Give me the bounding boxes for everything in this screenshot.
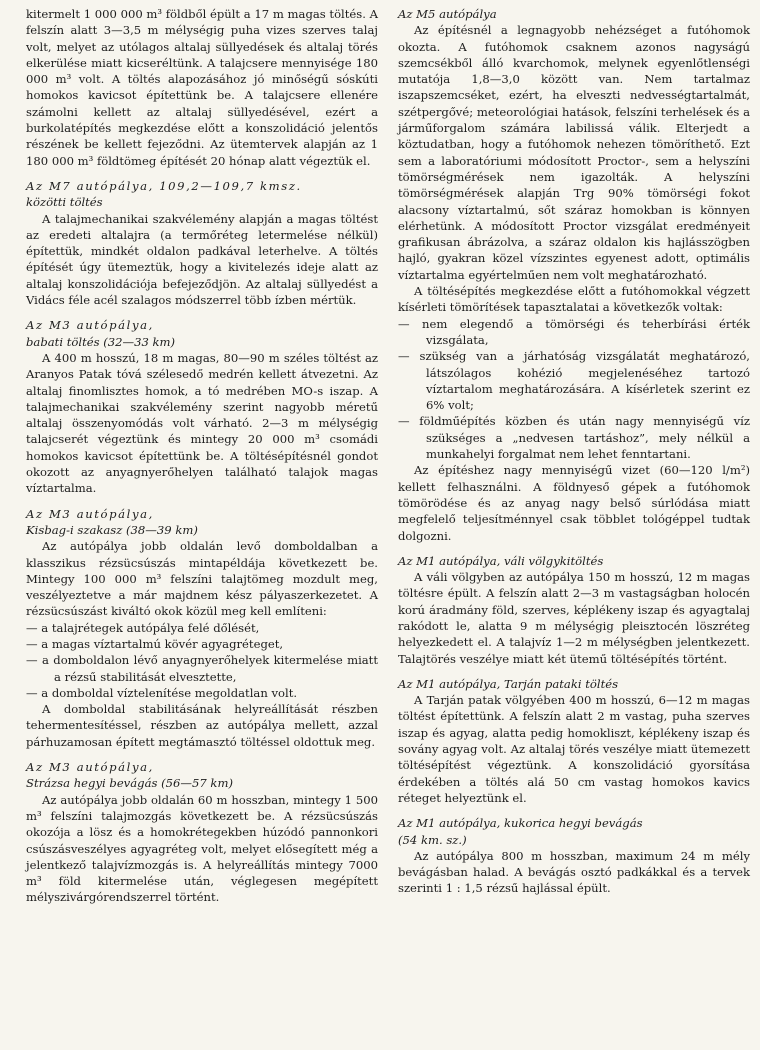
section-heading-m3-babat	[26, 317, 378, 350]
paragraph: A töltésépítés megkezdése előtt a futóhomokkal végzett kísérleti tömörítések tapasztalatai a következők voltak:	[398, 284, 750, 315]
paragraph: Az autópálya jobb oldalán 60 m hosszban, mintegy 1 500 m³ felszíni talajmozgás következett be. A rézsücsúszás okozója a lösz és a homokrétegekben húzódó pannonkori csúszásveszélyes agyagréteg volt, melyet elősegített még a jelentkező talajvízmozgás is. A helyreállítás mintegy 7000 m³ föld kitermelése után, véglegesen megépített mélyszivárgórendszerrel történt.	[26, 792, 378, 905]
section-heading-m3-strazsa	[26, 759, 378, 792]
paragraph: A váli völgyben az autópálya 150 m hosszú, 12 m magas töltésre épült. A felszín alatt 2—3 m vastagságban holocén korú áradmány föld, szerves, képlékeny iszap és agyagtalaj rakódott le, alatta 9 m mélységig pleisztocén löszréteg helyezkedett el. A talajvíz 1—2 m mélységben jelentkezett. Talajtörés veszélye miatt két ütemű töltésépítés történt.	[398, 570, 750, 666]
section-heading-m3-kisbag	[26, 506, 378, 539]
section-title: Az M3 autópálya,	[26, 318, 154, 333]
list-item: — a magas víztartalmú kövér agyagréteget,	[26, 636, 378, 652]
paragraph: Az építéshez nagy mennyiségű vizet (60—120 l/m²) kellett felhasználni. A földnyeső gépek a futóhomok tömörödése és az anyag nagy belső súrlódása miatt megfelelő teljesítménnyel csak többlet tológéppel tudtak dolgozni.	[398, 463, 750, 543]
section-title: Az M7 autópálya, 109,2—109,7 kmsz.	[26, 178, 302, 193]
section-heading-m7	[26, 178, 378, 211]
section-heading-m1-kukorica	[398, 815, 750, 848]
section-title: Az M3 autópálya,	[26, 760, 154, 775]
experience-list	[398, 316, 750, 463]
paragraph: kitermelt 1 000 000 m³ földből épült a 17 m magas töltés. A felszín alatt 3—3,5 m mélységig puha vizes szerves talaj volt, melyet az utólagos altalaj süllyedések és altalaj törés elkerülése miatt kicseréltünk. A talajcsere mennyisége 180 000 m³ volt. A töltés alapozásához jó minőségű sóskúti homokos kavicsot építettünk be. A talajcsere ellenére számolni kellett az altalaj süllyedésével, ezért a burkolatépítés megkezdése előtt a konszolidáció jelentős részének be kellett fejeződni. Az ütemtervek alapján az 1 180 000 m³ földtömeg építését 20 hónap alatt végeztük el.	[26, 7, 378, 168]
paragraph: Az építésnél a legnagyobb nehézséget a futóhomok okozta. A futóhomok csaknem azonos nagyságú szemcsékből álló kvarchomok, melynek egyenlőtlenségi mutatója 1,8—3,0 között van. Nem tartalmaz iszapszemcséket, ezért, ha elveszti nedvességtartalmát, szétpergővé; meteorológiai hatások, felszíni terhelések és a járműforgalom számára labilissá válik. Elterjedt a köztudatban, hogy a futóhomok nehezen tömöríthető. Ezt sem a laboratóriumi módosított Proctor-, sem a helyszíni tömörségmérések nem igazolták. A helyszíni tömörségmérések alapján Trg 90% tömörségi fokot alacsony víztartalmú, sőt száraz homokban is könnyen elérhetünk. A módosított Proctor vizsgálat eredményeit grafikusan ábrázolva, a száraz oldalon kis hajlásszögben hajló, gyakran közel vízszintes egyenest adott, optimális víztartalma egyértelműen nem volt meghatározható.	[398, 23, 750, 282]
cause-list	[26, 620, 378, 701]
section-title: Az M1 autópálya, kukorica hegyi bevágás	[398, 816, 643, 831]
paragraph: A talajmechanikai szakvélemény alapján a magas töltést az eredeti altalajra (a termőréteg letermelése nélkül) építettük, mindkét oldalon padkával leterhelve. A töltés építését úgy ütemeztük, hogy a kivitelezés ideje alatt az altalaj konszolidációja befejeződjön. Az altalaj süllyedést a Vidács féle acél szalagos módszerrel több ízben mértük.	[26, 211, 378, 308]
list-item: — a domboldalon lévő anyagnyerőhelyek kitermelése miatt a rézsű stabilitását elvesztette,	[26, 652, 378, 685]
section-subtitle: babati töltés (32—33 km)	[26, 334, 176, 349]
right-column	[398, 6, 750, 897]
section-heading-m1-vali: Az M1 autópálya, váli völgykitöltés	[398, 553, 604, 568]
paragraph: A domboldal stabilitásának helyreállítását részben tehermentesítéssel, részben az autópálya mellett, azzal párhuzamosan épített megtámasztó töltéssel oldottuk meg.	[26, 702, 378, 749]
section-heading-m5: Az M5 autópálya	[398, 7, 497, 21]
paragraph: A Tarján patak völgyében 400 m hosszú, 6—12 m magas töltést építettünk. A felszín alatt 2 m vastag, puha szerves iszap és agyag, alatta pedig homokliszt, képlékeny iszap és sovány agyag volt. Az altalaj törés veszélye miatt ütemezett töltésépítést végeztünk. A konszolidáció gyorsítása érdekében a töltés alá 50 cm vastag homokos kavics réteget helyeztünk el.	[398, 693, 750, 805]
section-title: Az M3 autópálya,	[26, 506, 154, 521]
section-heading-m1-tarjan: Az M1 autópálya, Tarján pataki töltés	[398, 676, 619, 691]
list-item: — a domboldal víztelenítése megoldatlan volt.	[26, 685, 378, 701]
list-item: — földműépítés közben és után nagy mennyiségű víz szükséges a „nedvesen tartáshoz”, mely nélkül a munkahelyi forgalmat nem lehet fenntartani.	[398, 413, 750, 462]
paragraph: Az autópálya 800 m hosszban, maximum 24 m mély bevágásban halad. A bevágás osztó padkákkal és a tervek szerinti 1 : 1,5 rézsű hajlással épült.	[398, 848, 750, 896]
left-column	[26, 6, 378, 906]
section-subtitle: Strázsa hegyi bevágás (56—57 km)	[26, 776, 233, 791]
list-item: — nem elegendő a tömörségi és teherbírási érték vizsgálata,	[398, 316, 750, 349]
paragraph: Az autópálya jobb oldalán levő domboldalban a klasszikus rézsücsúszás mintapéldája következett be. Mintegy 100 000 m³ felszíni talajtömeg mozdult meg, veszélyeztetve a már majdnem kész pályaszerkezetet. A rézsücsúszást kiváltó okok közül meg kell említeni:	[26, 539, 378, 619]
section-subtitle: Kisbag-i szakasz (38—39 km)	[26, 522, 198, 537]
list-item: — a talajrétegek autópálya felé dőlését,	[26, 620, 378, 636]
paragraph: A 400 m hosszú, 18 m magas, 80—90 m széles töltést az Aranyos Patak tóvá szélesedő medrén kellett átvezetni. Az altalaj finomlisztes homok, a tó medrében MO-s iszap. A talajmechanikai szakvélemény szerint nagyobb méretű altalaj összenyomódás volt várható. 2—3 m mélységig talajcserét végeztünk és mintegy 20 000 m³ csomádi homokos kavicsot építettünk be. A töltésépítésnél gondot okozott az anyagnyerőhelyen található talajok magas víztartalma.	[26, 350, 378, 496]
section-subtitle: közötti töltés	[26, 195, 103, 210]
section-subtitle: (54 km. sz.)	[398, 832, 467, 847]
list-item: — szükség van a járhatóság vizsgálatát meghatározó, látszólagos kohézió megjelenéséhez tartozó víztartalom meghatározására. A kísérletek szerint ez 6% volt;	[398, 348, 750, 413]
